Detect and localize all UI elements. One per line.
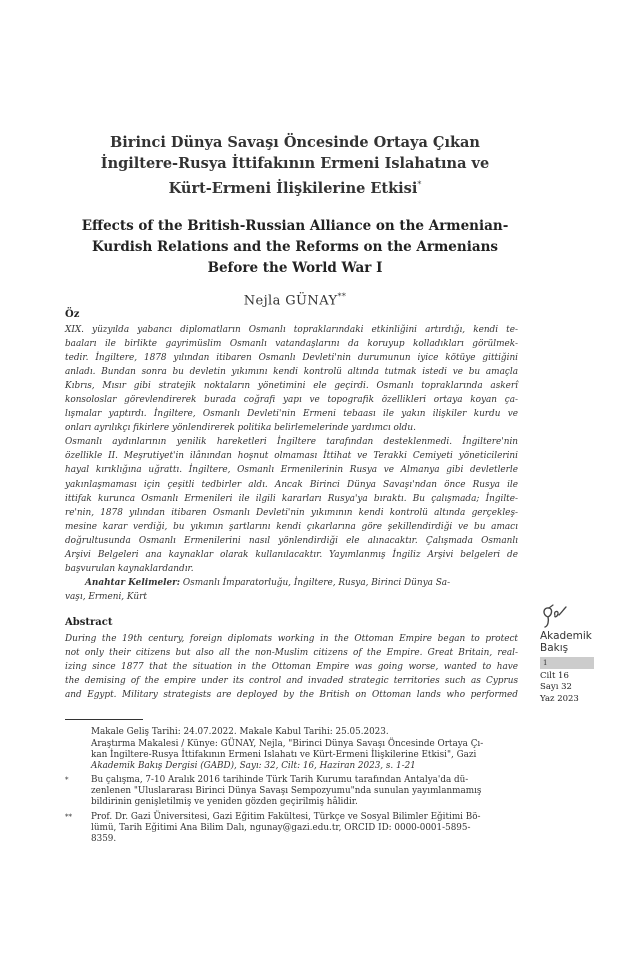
journal-name xyxy=(540,630,600,654)
title-tr-line xyxy=(70,174,520,199)
oz-paragraph-1 xyxy=(65,323,518,435)
title-tr-line: Birinci Dünya Savaşı Öncesinde Ortaya Çıkan xyxy=(110,134,480,151)
issue: Sayı 32 xyxy=(540,682,572,693)
footnote-separator xyxy=(65,719,143,720)
text-line: yakınlaşmaması için çeşitli tedbirler aldı. Ancak Birinci Dünya Savaşı'ndan önce Rusya ile xyxy=(65,479,518,490)
dates-line: Makale Geliş Tarihi: 24.07.2022. Makale Kabul Tarihi: 25.05.2023. xyxy=(91,727,389,737)
text-line: onları ayrılıkçı fikirlere yönlendirerek politika belirlemelerinde yardımcı oldu. xyxy=(65,423,416,434)
volume: Cilt 16 xyxy=(540,671,569,681)
author-line xyxy=(60,292,530,308)
author-name: Nejla GÜNAY xyxy=(243,293,338,309)
footnote-line: lümü, Tarih Eğitimi Ana Bilim Dalı, ngunay@gazi.edu.tr, ORCID ID: 0000-0001-5895- xyxy=(91,823,471,833)
text-line: konsoloslar görevlendirerek burada coğrafi yapı ve topografik özellikleri ortaya koyan ça- xyxy=(65,395,518,406)
journal-name-line: Akademik xyxy=(540,630,592,642)
season: Yaz 2023 xyxy=(540,693,579,704)
oz-body xyxy=(65,323,518,604)
text-line: anladı. Bundan sonra bu devletin yıkımını kendi kontrolü altında tutmak istedi ve bu amaçla xyxy=(65,367,518,378)
title-en-line: Before the World War I xyxy=(207,260,383,276)
title-en-line: Effects of the British-Russian Alliance on the Armenian- xyxy=(81,218,509,234)
footnote-2-text xyxy=(91,812,518,845)
keywords-label: Anahtar Kelimeler: xyxy=(85,577,181,588)
footnote-line: Prof. Dr. Gazi Üniversitesi, Gazi Eğitim Fakültesi, Türkçe ve Sosyal Bilimler Eğitimi Bö- xyxy=(91,812,481,822)
text-line: özellikle II. Meşrutiyet'in ilânından hoşnut olmaması İttihat ve Terakki Cemiyeti yöneticilerini xyxy=(65,451,518,462)
text-line: Arşivi Belgeleri ana kaynaklar olarak kullanılacaktır. Yayımlanmış İngiliz Arşivi belgeleri de xyxy=(65,549,518,560)
text-line: baaları ile birlikte gayrimüslim Osmanlı vatandaşlarını da koruyup kolladıkları görülmek- xyxy=(65,339,518,350)
text-line: XIX. yüzyılda yabancı diplomatların Osmanlı topraklarındaki etkinliğini artırdığı, kendi te- xyxy=(65,325,518,335)
footnote-1-mark: * xyxy=(65,776,69,784)
title-en-line: Kurdish Relations and the Reforms on the Armenians xyxy=(91,239,498,255)
footnote-line: bildirinin genişletilmiş ve yeniden gözden geçirilmiş hâlidir. xyxy=(91,797,358,807)
footnote-1 xyxy=(65,775,535,811)
oz-heading: Öz xyxy=(65,309,80,320)
text-line: mesine karar verdiği, bu yıkımın şartlarını kendi çıkarlarına göre şekillendirdiği ve bu amacı xyxy=(65,521,518,532)
title-tr-line-text: Kürt-Ermeni İlişkilerine Etkisi xyxy=(168,179,418,197)
text-line: tedir. İngiltere, 1878 yılından itibaren Osmanlı Devleti'nin durumunun iyice kötüye gittiğini xyxy=(65,353,518,364)
journal-logo-icon xyxy=(540,603,570,629)
citation-line: kan İngiltere-Rusya İttifakının Ermeni Islahatı ve Kürt-Ermeni İlişkilerine Etkisi", Gazi xyxy=(91,750,477,760)
text-line: During the 19th century, foreign diplomats working in the Ottoman Empire began to protect xyxy=(65,634,518,644)
author-footnote-mark: ** xyxy=(337,292,347,301)
text-line: Osmanlı aydınlarının yenilik hareketleri İngiltere tarafından desteklenmedi. İngiltere'nin xyxy=(65,437,518,448)
footnote-2-mark: ** xyxy=(65,813,72,821)
title-turkish xyxy=(70,132,520,199)
text-line: doğrultusunda Osmanlı Ermenilerini nasıl yönlendirdiği ele alınacaktır. Çalışmada Osmanlı xyxy=(65,535,518,546)
text-line: hayal kırıklığına uğrattı. İngiltere, Osmanlı Ermenilerinin Rusya ve Almanya gibi devletlerle xyxy=(65,465,518,476)
text-line: izing since 1877 that the situation in the Ottoman Empire was going worse, wanted to have xyxy=(65,662,518,673)
journal-name-line: Bakış xyxy=(540,642,569,654)
text-line: ittifak kurunca Osmanlı Ermenileri ile ilgili kararları Rusya'ya bıraktı. Bu çalışmada; İngilte- xyxy=(65,493,518,504)
text-line: the demising of the empire under its control and invaded strategic territories such as Cyprus xyxy=(65,676,518,687)
keywords xyxy=(65,576,518,604)
text-line: Kıbrıs, Mısır gibi stratejik noktaların yönetimini ele geçirdi. Osmanlı topraklarında askerî xyxy=(65,381,518,392)
text-line: re'nin, 1878 yılından itibaren Osmanlı Devleti'nin yıkımının kendi kontrolü altında gerçekleş- xyxy=(65,507,518,518)
page-number-badge: 1 xyxy=(540,657,594,669)
abstract-paragraph xyxy=(65,632,518,702)
citation-line: Araştırma Makalesi / Künye: GÜNAY, Nejla, "Birinci Dünya Savaşı Öncesinde Ortaya Çı- xyxy=(91,739,484,749)
abstract-heading: Abstract xyxy=(65,617,113,628)
footnote-line: Bu çalışma, 7-10 Aralık 2016 tarihinde Türk Tarih Kurumu tarafından Antalya'da dü- xyxy=(91,775,469,785)
volume-info xyxy=(540,671,600,705)
oz-paragraph-2 xyxy=(65,435,518,575)
footnote-line: 8359. xyxy=(91,834,117,844)
abstract-body xyxy=(65,632,518,702)
citation-line: Akademik Bakış Dergisi (GABD), Sayı: 32, Cilt: 16, Haziran 2023, s. 1-21 xyxy=(91,761,416,771)
text-line: lışmalar yaptırdı. İngiltere, Osmanlı Devleti'nin Ermeni tebaası ile yakın ilişkiler kurdu ve xyxy=(65,409,518,420)
text-line: not only their citizens but also all the non-Muslim citizens of the Empire. Great Britain, real- xyxy=(65,648,518,659)
text-line: and Egypt. Military strategists are deployed by the British on Ottoman lands who performed xyxy=(65,690,518,701)
footnote-2 xyxy=(65,812,535,848)
title-tr-line: İngiltere-Rusya İttifakının Ermeni Islahatına ve xyxy=(100,155,490,172)
title-english xyxy=(60,216,530,279)
title-footnote-mark: * xyxy=(417,180,422,189)
footnote-line: zenlenen "Uluslararası Birinci Dünya Savaşı Sempozyumu"nda sunulan yayımlanmamış xyxy=(91,786,482,796)
citation-text xyxy=(91,739,518,772)
keywords-text: Osmanlı İmparatorluğu, İngiltere, Rusya, Birinci Dünya Sa- xyxy=(180,577,451,588)
footnote-citation xyxy=(65,739,535,775)
footnote-1-text xyxy=(91,775,518,808)
text-line: başvurulan kaynaklardandır. xyxy=(65,563,194,574)
keywords-text-cont: vaşı, Ermeni, Kürt xyxy=(65,591,147,602)
